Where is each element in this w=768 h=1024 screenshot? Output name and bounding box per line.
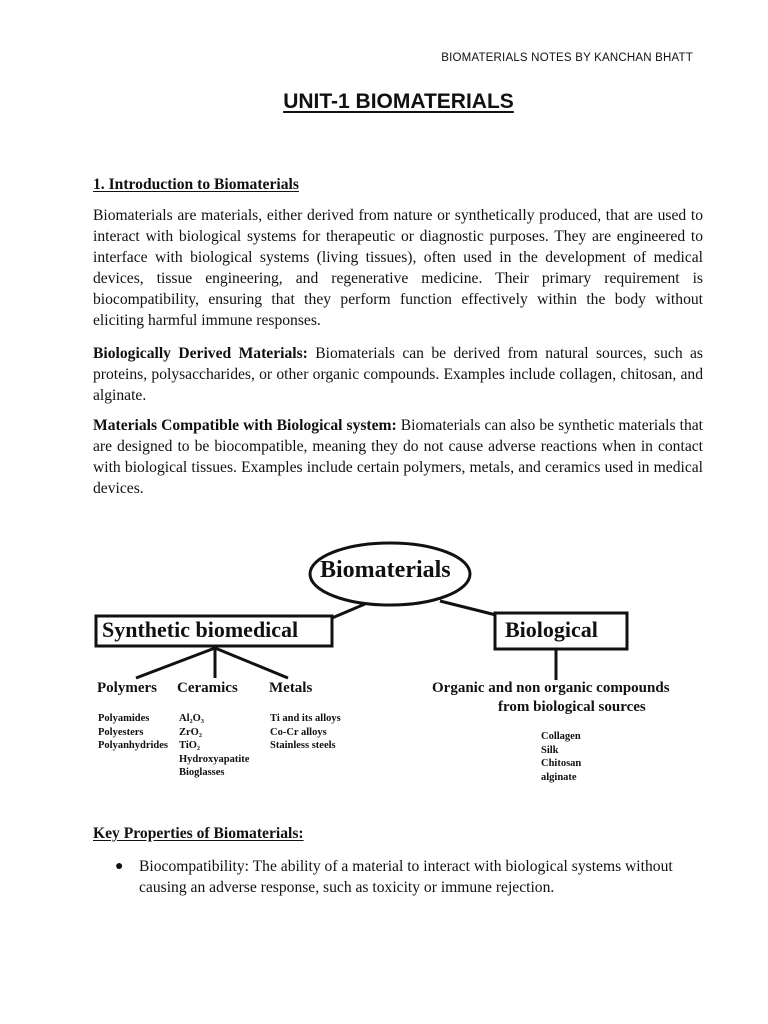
list-item: Silk (541, 744, 559, 756)
connector-root-synthetic (332, 604, 365, 618)
compatible-label: Materials Compatible with Biological system: (93, 417, 397, 434)
list-item: Polyamides (98, 713, 150, 724)
list-item: Ti and its alloys (270, 713, 341, 724)
list-item: Bioglasses (179, 767, 225, 778)
compatible-body: Biomaterials can also be synthetic materials that are designed to be biocompatible, meaning they do not cause adverse reactions when in contact with biological tissues. Examples include certain polymers, metals, and ceramics used in medical devices. (93, 417, 703, 497)
list-item: ZrO₂ (179, 726, 202, 738)
section-heading-key-properties: Key Properties of Biomaterials: (93, 825, 304, 842)
bio-sources-list (541, 730, 581, 784)
page-title (0, 90, 768, 114)
key-properties-list (115, 856, 705, 898)
polymers-label: Polymers (97, 680, 157, 696)
metals-label: Metals (269, 680, 313, 696)
metals-list (270, 712, 341, 753)
header-note: BIOMATERIALS NOTES BY KANCHAN BHATT (441, 52, 693, 64)
bio-derived-paragraph (93, 343, 703, 406)
compatible-text (93, 415, 703, 499)
list-item: Stainless steels (270, 740, 336, 751)
list-item: Collagen (541, 731, 581, 742)
bio-derived-text (93, 343, 703, 406)
list-item: Polyanhydrides (98, 740, 169, 751)
ceramics-list (179, 712, 249, 780)
bio-sources-line1: Organic and non organic compounds (432, 680, 670, 696)
biological-label: Biological (505, 617, 598, 642)
list-item: TiO₂ (179, 740, 201, 751)
list-item: Hydroxyapatite (179, 753, 250, 765)
ceramics-label: Ceramics (177, 680, 238, 696)
list-item: Al₂O₃ (179, 713, 204, 724)
bullet-icon: ● (115, 859, 124, 874)
connector-root-biological (440, 601, 500, 616)
biomaterials-classification-diagram (90, 540, 710, 790)
bullet-text: Biocompatibility: The ability of a material to interact with biological systems without causing an adverse response, such as toxicity or immune rejection. (139, 858, 673, 896)
synthetic-label: Synthetic biomedical (102, 617, 299, 642)
list-item: Chitosan (541, 758, 582, 769)
list-item (115, 856, 705, 898)
list-item: Polyesters (98, 726, 144, 738)
list-item: Co-Cr alloys (270, 726, 327, 738)
bio-derived-body: Biomaterials can be derived from natural sources, such as proteins, polysaccharides, or other organic compounds. Examples include collagen, chitosan, and alginate. (93, 345, 703, 404)
connector-hub-polymers (136, 648, 215, 678)
intro-paragraph (93, 205, 703, 331)
compatible-paragraph (93, 415, 703, 499)
polymers-list (98, 712, 168, 753)
root-label: Biomaterials (320, 557, 451, 583)
page-title-text: UNIT-1 BIOMATERIALS (283, 90, 514, 113)
list-item: alginate (541, 771, 577, 783)
intro-text: Biomaterials are materials, either derived from nature or synthetically produced, that are used to interact with biological systems for therapeutic or diagnostic purposes. They are engineered to interface with biological systems (living tissues), often used in the development of medical devices, tissue engineering, and regenerative medicine. Their primary requirement is biocompatibility, ensuring that they perform function effectively within the body without eliciting harmful immune responses. (93, 207, 703, 329)
section-heading-introduction: 1. Introduction to Biomaterials (93, 176, 299, 193)
bio-derived-label: Biologically Derived Materials: (93, 345, 308, 362)
bio-sources-line2: from biological sources (498, 699, 646, 715)
connector-hub-metals (215, 648, 288, 678)
